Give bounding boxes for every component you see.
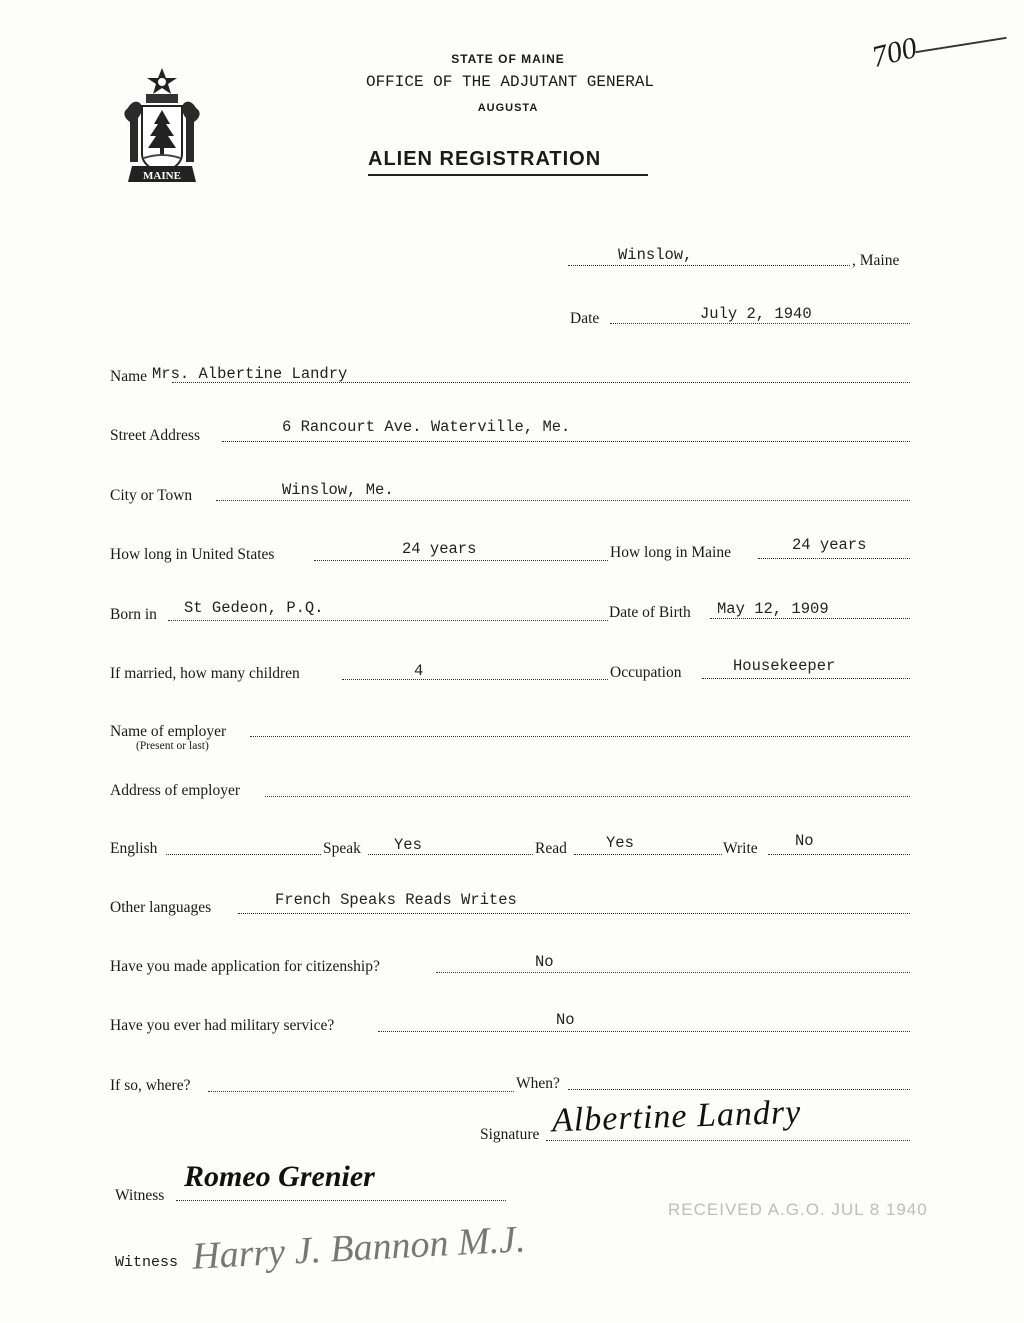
english-label: English [110,840,158,857]
occupation-value: Housekeeper [733,657,836,675]
employer-address-label: Address of employer [110,782,240,799]
us-duration-value: 24 years [402,540,477,558]
witness-1-signature: Romeo Grenier [184,1160,375,1193]
witness-2-signature: Harry J. Bannon M.J. [191,1218,527,1278]
occupation-label: Occupation [610,664,682,681]
english-speak-label: Speak [323,840,361,857]
military-label: Have you ever had military service? [110,1017,335,1034]
corner-mark-stroke [915,37,1006,53]
signature-label: Signature [480,1126,540,1143]
city-heading: AUGUSTA [477,102,539,114]
maine-duration-label: How long in Maine [610,544,731,561]
city-label: City or Town [110,487,193,504]
date-value: July 2, 1940 [700,305,812,323]
maine-duration-value: 24 years [792,536,867,554]
office-heading: OFFICE OF THE ADJUTANT GENERAL [365,73,655,91]
seal-banner-text: MAINE [143,170,181,182]
born-in-value: St Gedeon, P.Q. [184,599,324,617]
english-speak-value: Yes [394,836,422,854]
english-write-label: Write [723,840,758,857]
name-label: Name [110,368,148,385]
corner-mark: 700 [868,31,921,74]
street-value: 6 Rancourt Ave. Waterville, Me. [282,418,571,436]
military-value: No [556,1011,575,1029]
born-in-label: Born in [110,606,157,623]
witness-1-label: Witness [115,1187,165,1204]
employer-label: Name of employer [110,723,227,740]
form-title: ALIEN REGISTRATION [368,148,602,170]
street-label: Street Address [110,427,200,444]
citizenship-label: Have you made application for citizenship? [110,958,380,975]
dob-value: May 12, 1909 [717,600,829,618]
english-read-label: Read [535,840,567,857]
city-value: Winslow, Me. [282,481,394,499]
other-languages-label: Other languages [110,899,212,916]
title-underline [368,174,648,176]
other-languages-value: French Speaks Reads Writes [275,891,517,909]
name-value: Mrs. Albertine Landry [152,365,348,383]
english-write-value: No [795,832,814,850]
citizenship-value: No [535,953,554,971]
received-stamp: RECEIVED A.G.O. JUL 8 1940 [668,1200,928,1219]
us-duration-label: How long in United States [110,546,275,563]
place-value: Winslow, [618,246,693,264]
dob-label: Date of Birth [609,604,691,621]
where-label: If so, where? [110,1077,191,1094]
children-label: If married, how many children [110,665,300,682]
place-suffix: , Maine [852,252,900,269]
witness-2-label: Witness [115,1254,179,1271]
employer-sublabel: (Present or last) [136,740,209,752]
children-value: 4 [414,662,424,680]
signature-value: Albertine Landry [551,1093,802,1140]
english-read-value: Yes [606,834,634,852]
date-label: Date [570,310,600,327]
state-heading: STATE OF MAINE [451,52,565,66]
when-label: When? [516,1075,560,1092]
